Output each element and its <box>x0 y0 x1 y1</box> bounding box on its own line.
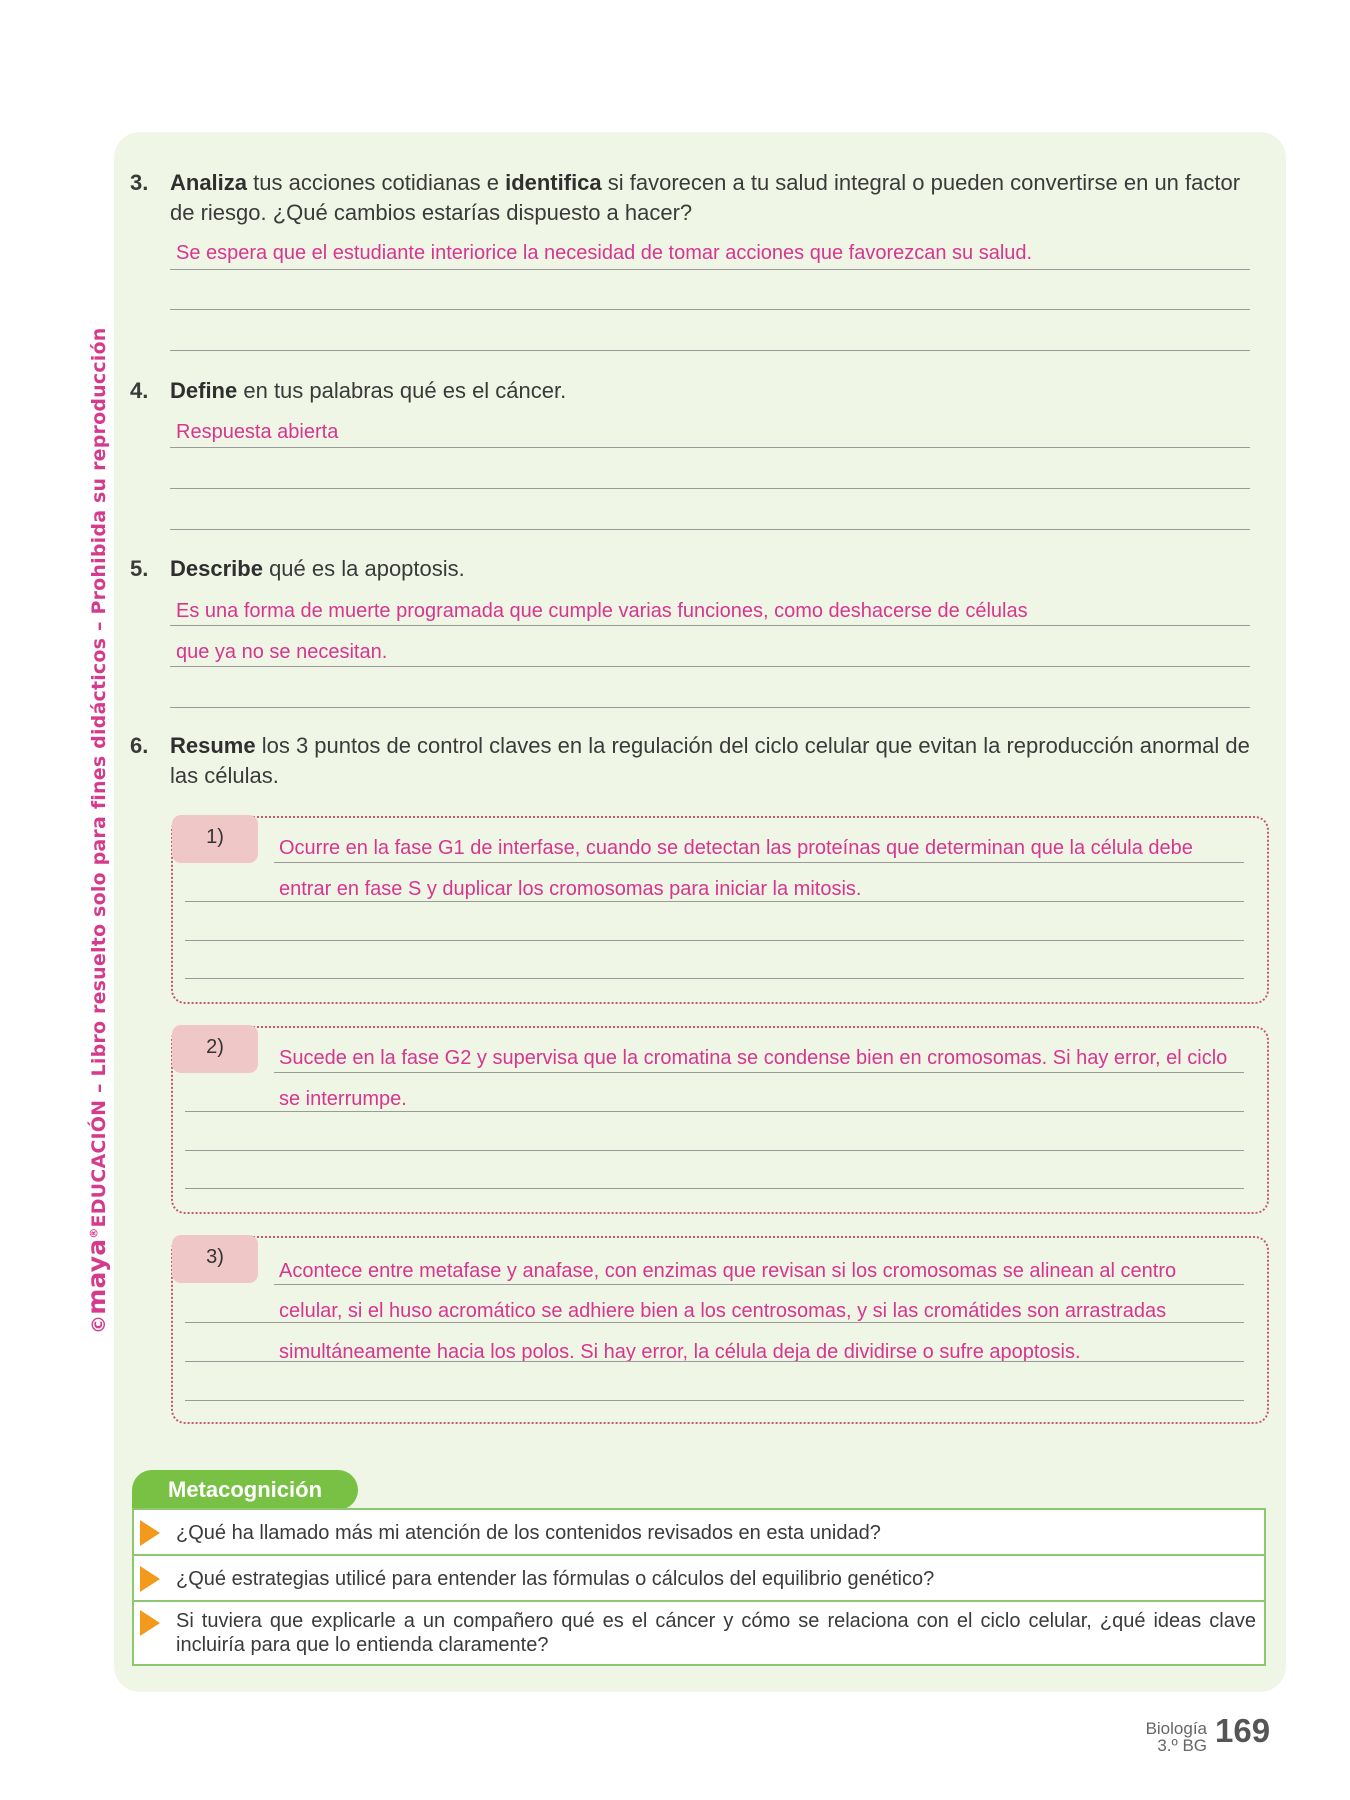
footer-subject: Biología <box>1145 1719 1207 1738</box>
footer-grade: 3.º BG <box>1157 1736 1207 1755</box>
brand-logo-text: maya <box>82 1238 111 1315</box>
question-3 <box>130 168 1270 228</box>
answer-line[interactable] <box>185 901 1244 902</box>
answer-text: Respuesta abierta <box>176 421 339 443</box>
question-verb: identifica <box>505 170 602 195</box>
answer-line[interactable] <box>185 1111 1244 1112</box>
checkpoint-label: 2) <box>172 1025 258 1073</box>
answer-text: entrar en fase S y duplicar los cromosomas para iniciar la mitosis. <box>279 878 862 900</box>
answer-text: Se espera que el estudiante interiorice la necesidad de tomar acciones que favorezcan su salud. <box>176 242 1033 264</box>
answer-text: Acontece entre metafase y anafase, con enzimas que revisan si los cromosomas se alinean al centro <box>279 1260 1177 1282</box>
footer-subject-block <box>1146 1720 1207 1754</box>
question-text: si favorecen a tu salud integral o pueden convertirse en un factor de riesgo. ¿Qué cambios estarías dispuesto a hacer? <box>170 170 1241 225</box>
answer-line[interactable] <box>170 488 1250 489</box>
answer-line[interactable] <box>185 1150 1244 1151</box>
answer-text: se interrumpe. <box>279 1088 407 1110</box>
answer-line[interactable] <box>185 1400 1244 1401</box>
answer-line[interactable] <box>170 269 1250 270</box>
answer-line[interactable] <box>170 447 1250 448</box>
answer-line[interactable] <box>170 529 1250 530</box>
answer-line[interactable] <box>170 625 1250 626</box>
answer-text: simultáneamente hacia los polos. Si hay error, la célula deja de dividirse o sufre apoptosis. <box>279 1341 1081 1363</box>
question-number: 4. <box>130 378 149 403</box>
answer-line[interactable] <box>170 309 1250 310</box>
answer-text: Ocurre en la fase G1 de interfase, cuando se detectan las proteínas que determinan que la célula debe <box>279 837 1193 859</box>
metacognicion-row <box>134 1510 1264 1556</box>
answer-line[interactable] <box>185 1361 1244 1362</box>
metacognicion-question: Si tuviera que explicarle a un compañero qué es el cáncer y cómo se relaciona con el ciclo celular, ¿qué ideas clave incluiría para que lo entienda claramente? <box>176 1610 1256 1656</box>
metacognicion-table <box>132 1508 1266 1666</box>
page-number: 169 <box>1215 1712 1271 1749</box>
answer-text: Es una forma de muerte programada que cumple varias funciones, como deshacerse de células <box>176 600 1028 622</box>
question-verb: Describe <box>170 556 263 581</box>
answer-line[interactable] <box>170 666 1250 667</box>
question-verb: Analiza <box>170 170 248 195</box>
answer-line[interactable] <box>185 940 1244 941</box>
metacognicion-question: ¿Qué estrategias utilicé para entender las fórmulas o cálculos del equilibrio genético? <box>176 1568 935 1590</box>
checkpoint-label: 1) <box>172 815 258 863</box>
question-text: en tus palabras qué es el cáncer. <box>237 378 567 403</box>
question-4 <box>130 376 1270 406</box>
copyright-notice: EDUCACIÓN – Libro resuelto solo para fines didácticos – Prohibida su reproducción <box>88 327 110 1228</box>
answer-line[interactable] <box>170 350 1250 351</box>
question-number: 3. <box>130 170 149 195</box>
play-bullet-icon <box>140 1566 160 1592</box>
answer-line[interactable] <box>170 707 1250 708</box>
metacognicion-row <box>134 1556 1264 1602</box>
answer-text: celular, si el huso acromático se adhiere bien a los centrosomas, y si las cromátides son arrastradas <box>279 1300 1167 1322</box>
registered-mark: ® <box>87 1227 101 1239</box>
answer-line[interactable] <box>274 862 1244 863</box>
question-number: 5. <box>130 556 149 581</box>
answer-line[interactable] <box>274 1284 1244 1285</box>
answer-line[interactable] <box>185 1188 1244 1189</box>
question-number: 6. <box>130 733 149 758</box>
question-6 <box>130 731 1270 791</box>
question-text: qué es la apoptosis. <box>262 556 465 581</box>
question-verb: Define <box>170 378 238 403</box>
question-text: tus acciones cotidianas e <box>247 170 506 195</box>
question-text: los 3 puntos de control claves en la regulación del ciclo celular que evitan la reproducción anormal de las células. <box>170 733 1250 788</box>
answer-text: que ya no se necesitan. <box>176 641 388 663</box>
play-bullet-icon <box>140 1520 160 1546</box>
play-bullet-icon <box>140 1610 160 1636</box>
metacognicion-title: Metacognición <box>132 1470 358 1510</box>
metacognicion-row <box>134 1602 1264 1664</box>
copyright-sidebar <box>82 327 111 1334</box>
answer-line[interactable] <box>185 1322 1244 1323</box>
answer-line[interactable] <box>185 978 1244 979</box>
answer-line[interactable] <box>274 1072 1244 1073</box>
question-verb: Resume <box>170 733 256 758</box>
checkpoint-label: 3) <box>172 1235 258 1283</box>
answer-text: Sucede en la fase G2 y supervisa que la cromatina se condense bien en cromosomas. Si hay error, el ciclo <box>279 1047 1228 1069</box>
question-5 <box>130 554 1270 584</box>
copyright-symbol: © <box>88 1314 110 1334</box>
metacognicion-question: ¿Qué ha llamado más mi atención de los contenidos revisados en esta unidad? <box>176 1522 881 1544</box>
